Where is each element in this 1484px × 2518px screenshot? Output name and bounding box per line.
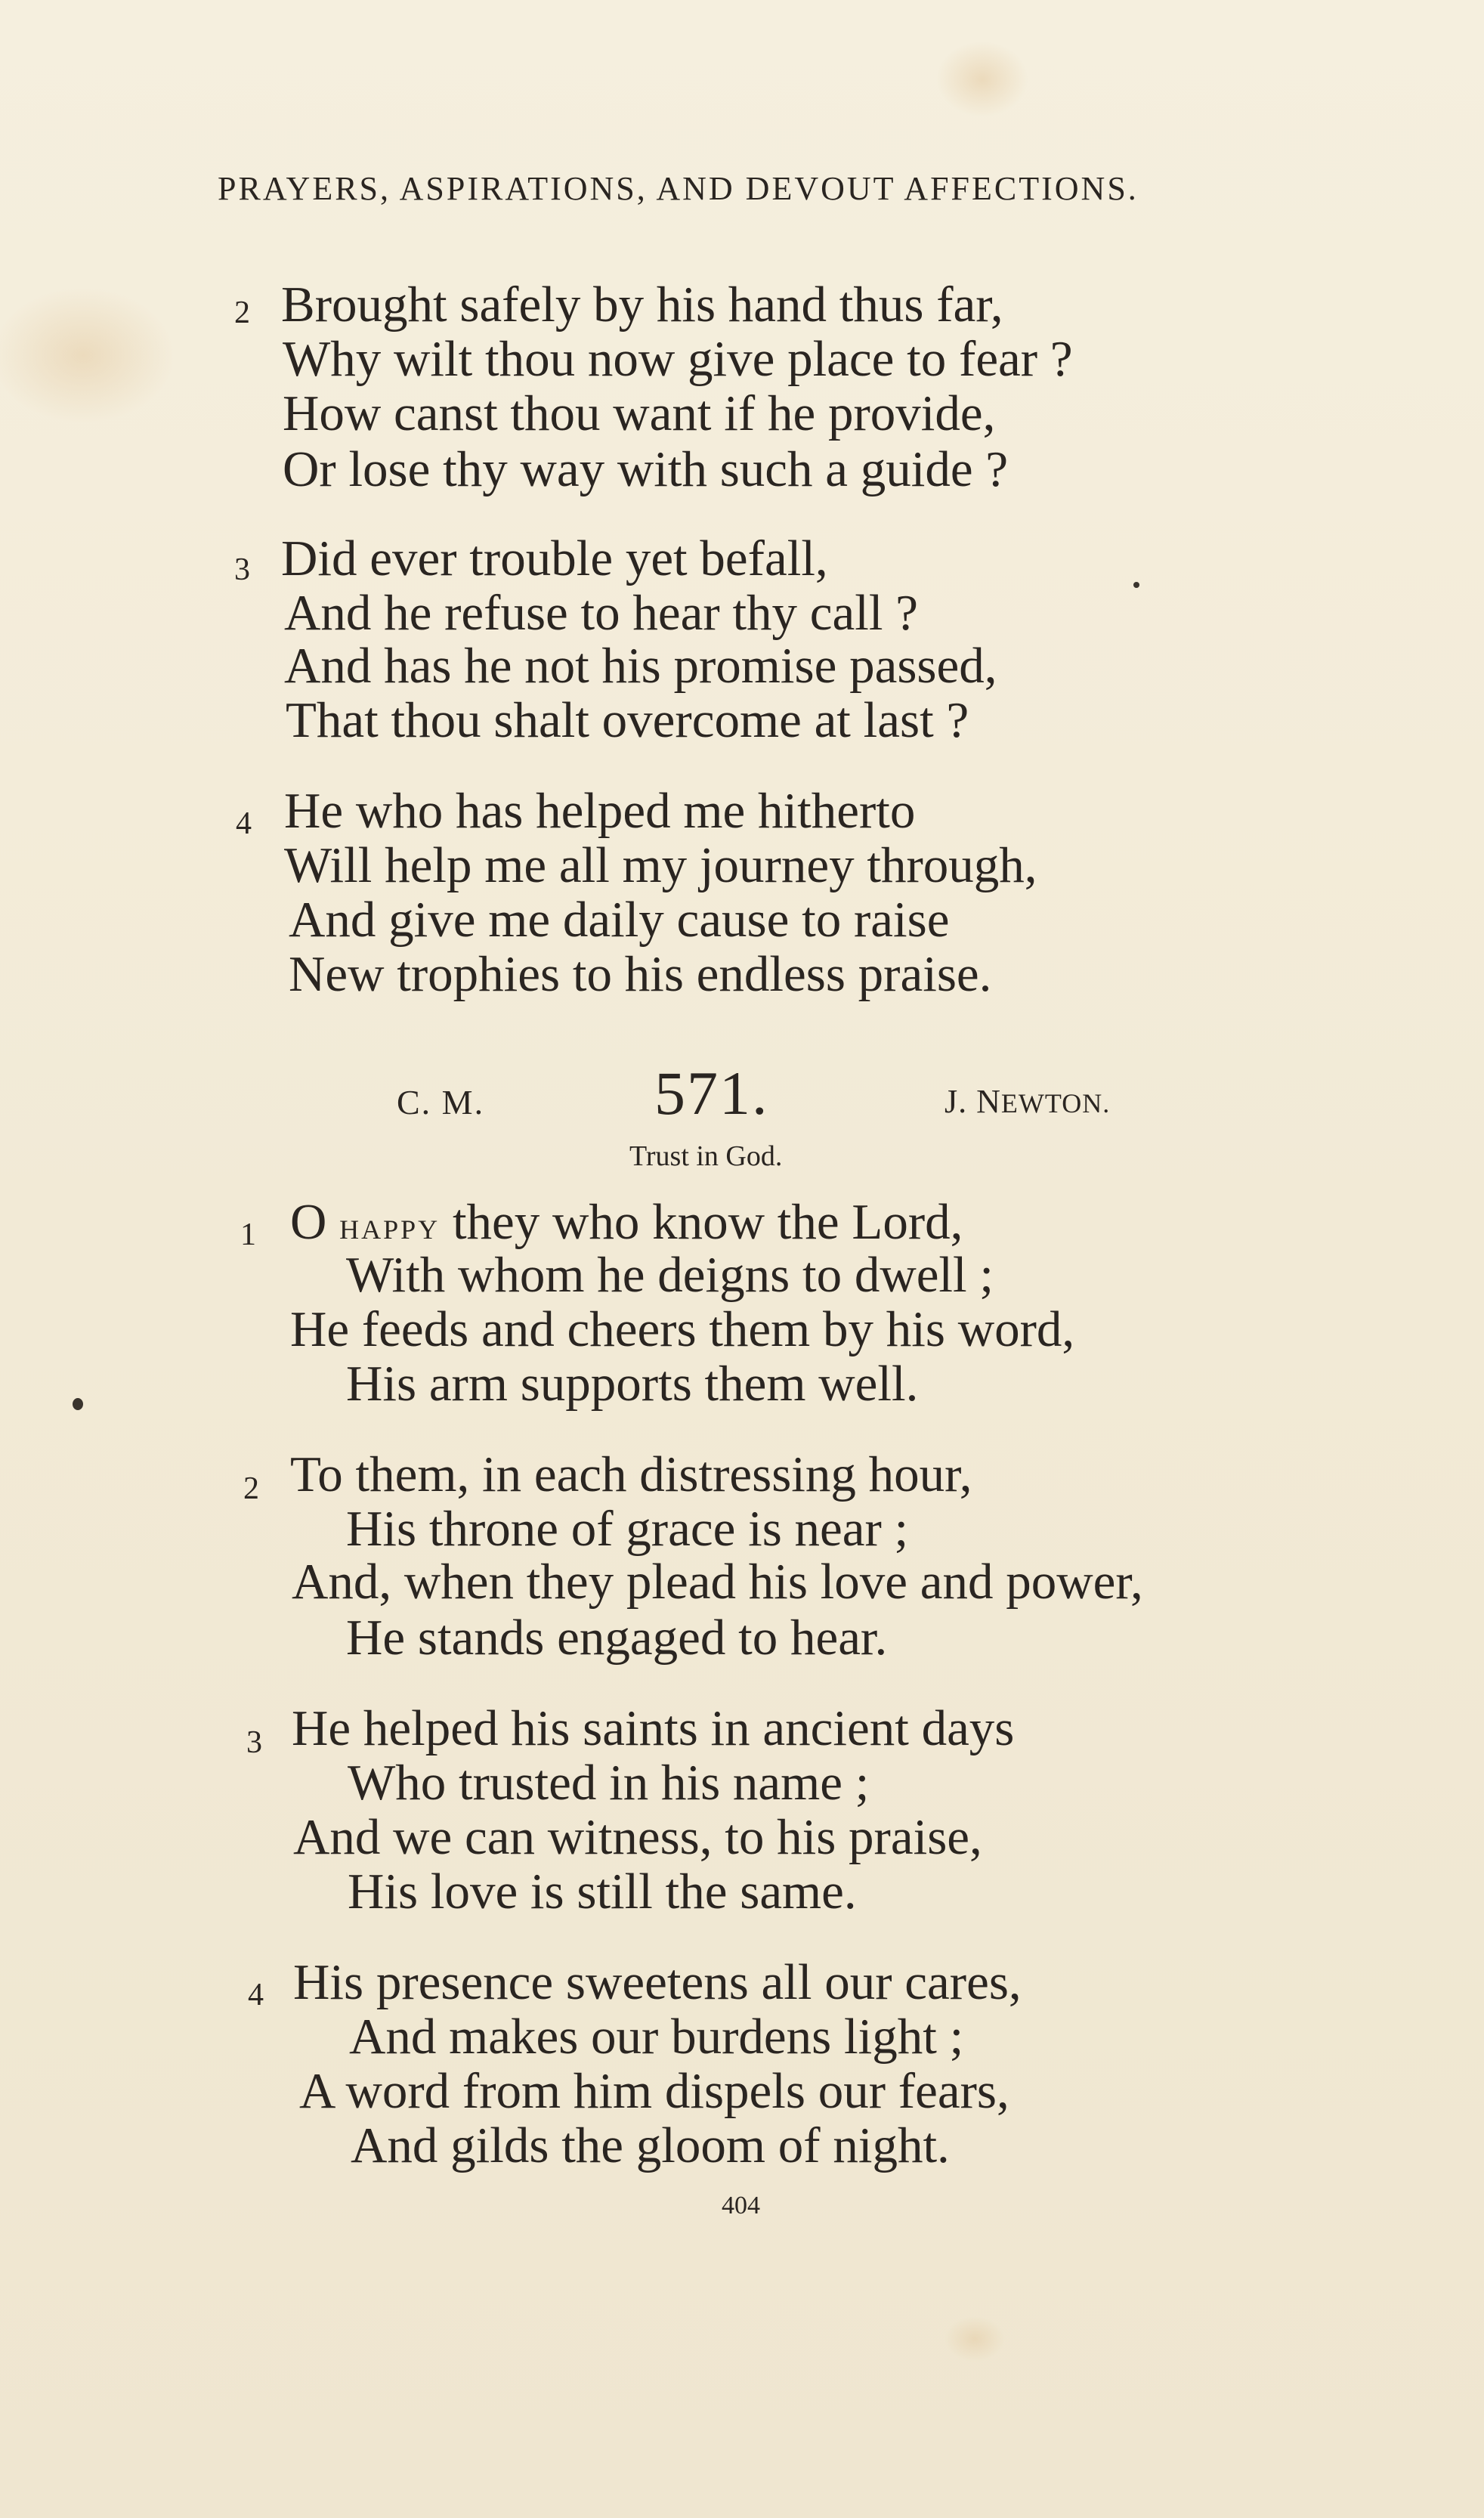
hymn-meter: C. M. — [397, 1083, 485, 1121]
verse-line: His love is still the same. — [348, 1864, 857, 1919]
verse-line: And, when they plead his love and power, — [292, 1554, 1143, 1610]
verse-line: And he refuse to hear thy call ? — [284, 585, 919, 641]
verse-line: He feeds and cheers them by his word, — [290, 1301, 1075, 1357]
verse-number: 3 — [234, 552, 250, 587]
verse-line: To them, in each distressing hour, — [290, 1446, 972, 1502]
running-head: PRAYERS, ASPIRATIONS, AND DEVOUT AFFECTIONS. — [218, 170, 1139, 207]
author-initial: J. N — [945, 1083, 1001, 1120]
author-rest: EWTON. — [1000, 1088, 1111, 1118]
verse-line: How canst thou want if he provide, — [283, 385, 996, 441]
verse-line: His presence sweetens all our cares, — [293, 1954, 1022, 2010]
verse-line: And gilds the gloom of night. — [351, 2117, 950, 2173]
verse-line: Will help me all my journey through, — [284, 837, 1037, 893]
hymn-subtitle: Trust in God. — [629, 1140, 783, 1172]
verse-number: 1 — [240, 1217, 256, 1252]
verse-line: And give me daily cause to raise — [289, 892, 950, 948]
hymn-number: 571. — [654, 1059, 769, 1128]
verse-line: New trophies to his endless praise. — [289, 946, 992, 1002]
verse-line — [290, 1194, 963, 1250]
verse-line: A word from him dispels our fears, — [299, 2063, 1009, 2119]
verse-line: Or lose thy way with such a guide ? — [283, 441, 1009, 497]
verse-number: 4 — [248, 1978, 264, 2012]
verse-number: 3 — [246, 1725, 262, 1760]
verse-number: 4 — [236, 806, 252, 841]
verse-line: His arm supports them well. — [346, 1356, 919, 1412]
verse-number: 2 — [243, 1471, 259, 1506]
verse-line: Why wilt thou now give place to fear ? — [283, 331, 1073, 387]
verse-line: And has he not his promise passed, — [284, 638, 997, 694]
ink-speck — [73, 1398, 83, 1410]
verse-line: Who trusted in his name ; — [348, 1755, 870, 1811]
verse-line: Brought safely by his hand thus far, — [281, 277, 1003, 333]
verse-line: Did ever trouble yet befall, — [281, 531, 828, 586]
verse-line: He who has helped me hitherto — [284, 783, 916, 839]
hymn-author — [945, 1082, 1110, 1121]
page-number: 404 — [722, 2192, 760, 2219]
first-word-initial: O — [290, 1194, 340, 1250]
ink-speck — [1133, 582, 1139, 588]
verse-line: He helped his saints in ancient days — [292, 1700, 1015, 1756]
verse-line: That thou shalt overcome at last ? — [286, 692, 969, 748]
first-word-caps: happy — [339, 1205, 441, 1248]
verse-line: And we can witness, to his praise, — [293, 1809, 982, 1865]
verse-line: His throne of grace is near ; — [346, 1501, 909, 1557]
first-line-rest: they who know the Lord, — [440, 1194, 963, 1250]
verse-line: With whom he deigns to dwell ; — [346, 1247, 994, 1303]
verse-line: And makes our burdens light ; — [349, 2009, 964, 2065]
verse-number: 2 — [234, 295, 250, 330]
verse-line: He stands engaged to hear. — [346, 1610, 888, 1666]
